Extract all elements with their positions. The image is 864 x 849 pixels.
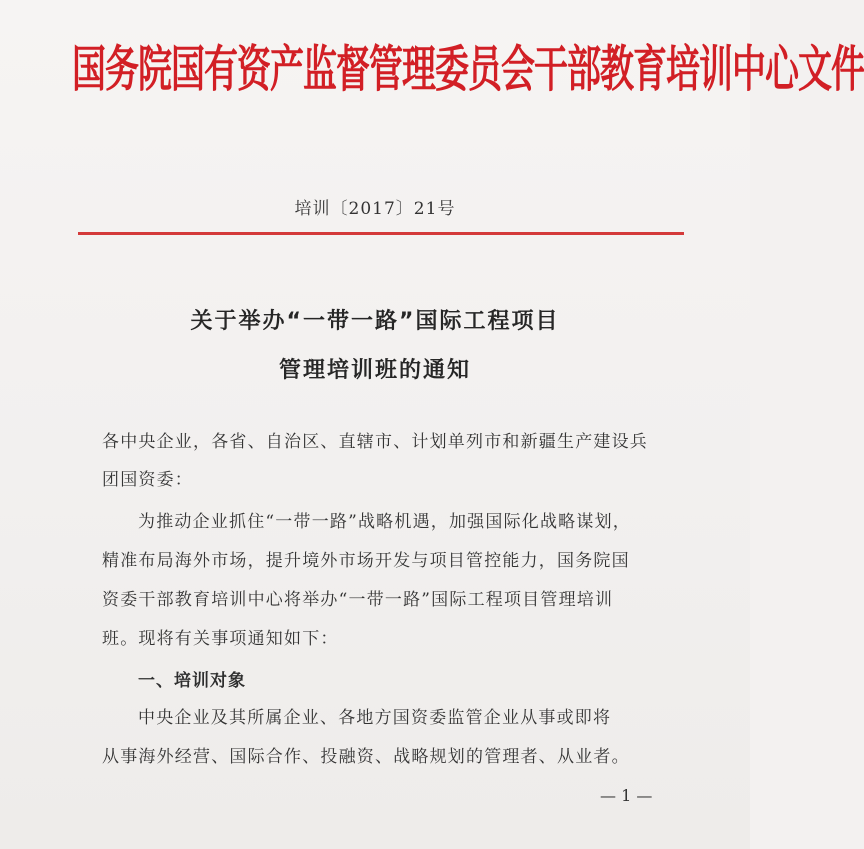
document-number: 培训〔2017〕21号: [294, 199, 456, 219]
notice-title-line-1: 关于举办“一带一路”国际工程项目: [190, 309, 560, 334]
intro-paragraph-line-3: 资委干部教育培训中心将举办“一带一路”国际工程项目管理培训: [102, 590, 614, 610]
page-number: — 1 —: [600, 786, 653, 805]
section-1-paragraph-line-2: 从事海外经营、国际合作、投融资、战略规划的管理者、从业者。: [102, 747, 630, 767]
intro-paragraph-line-2: 精准布局海外市场，提升境外市场开发与项目管控能力，国务院国: [102, 551, 630, 571]
addressee-line-2: 团国资委：: [102, 470, 193, 490]
intro-paragraph-line-4: 班。现将有关事项通知如下：: [102, 629, 339, 649]
notice-title-line-2: 管理培训班的通知: [278, 358, 471, 383]
section-1-paragraph-line-1: 中央企业及其所属企业、各地方国资委监管企业从事或即将: [138, 708, 612, 728]
red-divider-rule: [78, 232, 684, 235]
addressee-line-1: 各中央企业，各省、自治区、直辖市、计划单列市和新疆生产建设兵: [102, 432, 648, 452]
header-title: 国务院国有资产监督管理委员会干部教育培训中心文件: [72, 41, 864, 99]
section-heading-training-target: 一、培训对象: [138, 671, 246, 691]
intro-paragraph-line-1: 为推动企业抓住“一带一路”战略机遇，加强国际化战略谋划，: [138, 512, 631, 532]
